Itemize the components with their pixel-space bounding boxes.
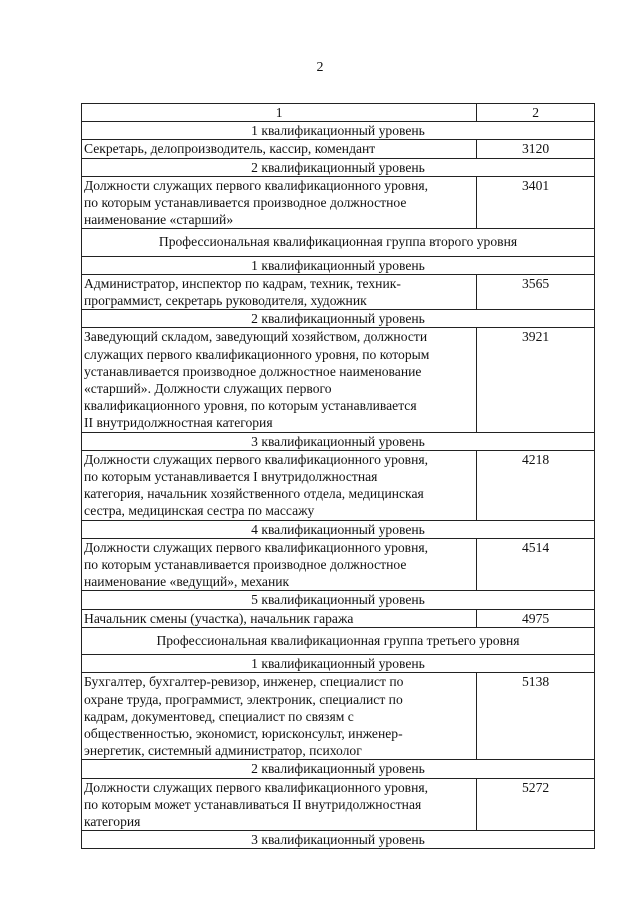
position-row	[82, 673, 595, 760]
position-row	[82, 450, 595, 520]
qualification-level-title: 5 квалификационный уровень	[82, 591, 595, 609]
position-description	[82, 176, 477, 229]
salary-value: 3120	[477, 140, 595, 158]
qualification-level-title: 2 квалификационный уровень	[82, 310, 595, 328]
qualification-group-title: Профессиональная квалификационная группа второго уровня	[82, 229, 595, 256]
position-description-line: по которым устанавливается I внутридолжностная	[84, 469, 378, 485]
salary-value: 5272	[477, 778, 595, 831]
position-description-line: охране труда, программист, электроник, специалист по	[84, 691, 403, 707]
qualification-group-row	[82, 229, 595, 256]
qualification-group-title: Профессиональная квалификационная группа третьего уровня	[82, 627, 595, 654]
position-description	[82, 778, 477, 831]
position-description-line: наименование «ведущий», механик	[84, 574, 290, 590]
position-description-line: программист, секретарь руководителя, художник	[84, 293, 367, 309]
qualification-level-row	[82, 591, 595, 609]
column-header-2: 2	[477, 104, 595, 122]
position-description-line: Администратор, инспектор по кадрам, техник, техник-	[84, 275, 401, 291]
salary-value: 4975	[477, 609, 595, 627]
position-description-line: устанавливается производное должностное наименование	[84, 363, 422, 379]
position-description-line: сестра, медицинская сестра по массажу	[84, 503, 315, 519]
position-description	[82, 538, 477, 591]
position-description	[82, 673, 477, 760]
salary-value: 3565	[477, 274, 595, 309]
qualification-level-row	[82, 760, 595, 778]
position-description-line: категория, начальник хозяйственного отдела, медицинская	[84, 486, 424, 502]
position-description-line: Начальник смены (участка), начальник гаража	[84, 610, 354, 626]
qualification-level-row	[82, 158, 595, 176]
position-description-line: Должности служащих первого квалификационного уровня,	[84, 779, 429, 795]
qualification-level-row	[82, 256, 595, 274]
qualification-level-title: 2 квалификационный уровень	[82, 158, 595, 176]
position-description-line: Заведующий складом, заведующий хозяйством, должности	[84, 329, 428, 345]
qualification-level-title: 1 квалификационный уровень	[82, 655, 595, 673]
position-row	[82, 176, 595, 229]
position-description-line: II внутридолжностная категория	[84, 415, 273, 431]
page-number: 2	[316, 60, 324, 75]
position-description-line: общественностью, экономист, юрисконсульт, инженер-	[84, 725, 403, 741]
qualification-level-title: 1 квалификационный уровень	[82, 256, 595, 274]
position-description	[82, 328, 477, 432]
qualification-level-row	[82, 122, 595, 140]
position-description-line: Должности служащих первого квалификационного уровня,	[84, 539, 429, 555]
qualification-level-row	[82, 310, 595, 328]
position-description-line: «старший». Должности служащих первого	[84, 381, 332, 397]
column-header-1: 1	[82, 104, 477, 122]
position-description-line: категория	[84, 813, 141, 829]
qualification-level-row	[82, 831, 595, 849]
position-description-line: служащих первого квалификационного уровня, по которым	[84, 346, 430, 362]
position-description-line: квалификационного уровня, по которым устанавливается	[84, 398, 417, 414]
qualification-level-title: 1 квалификационный уровень	[82, 122, 595, 140]
position-row	[82, 778, 595, 831]
qualification-level-title: 4 квалификационный уровень	[82, 520, 595, 538]
position-description-line: Должности служащих первого квалификационного уровня,	[84, 177, 429, 193]
position-description-line: по которым может устанавливаться II внутридолжностная	[84, 796, 422, 812]
position-description	[82, 140, 477, 158]
qualification-level-row	[82, 520, 595, 538]
position-description	[82, 450, 477, 520]
position-row	[82, 328, 595, 432]
position-description-line: Бухгалтер, бухгалтер-ревизор, инженер, специалист по	[84, 674, 404, 690]
table-header-row	[82, 104, 595, 122]
position-row	[82, 609, 595, 627]
position-row	[82, 140, 595, 158]
position-description-line: энергетик, системный администратор, психолог	[84, 743, 362, 759]
position-description-line: по которым устанавливается производное должностное	[84, 195, 407, 211]
position-description	[82, 609, 477, 627]
position-description-line: Должности служащих первого квалификационного уровня,	[84, 451, 429, 467]
qualification-level-title: 3 квалификационный уровень	[82, 432, 595, 450]
salary-value: 4514	[477, 538, 595, 591]
qualification-level-title: 3 квалификационный уровень	[82, 831, 595, 849]
qualification-level-title: 2 квалификационный уровень	[82, 760, 595, 778]
salary-value: 5138	[477, 673, 595, 760]
qualification-group-row	[82, 627, 595, 654]
qualification-level-row	[82, 655, 595, 673]
salary-table	[81, 103, 595, 849]
position-row	[82, 274, 595, 309]
position-description-line: Секретарь, делопроизводитель, кассир, комендант	[84, 141, 376, 157]
position-description-line: кадрам, документовед, специалист по связям с	[84, 708, 354, 724]
position-row	[82, 538, 595, 591]
position-description	[82, 274, 477, 309]
position-description-line: по которым устанавливается производное должностное	[84, 557, 407, 573]
salary-value: 3921	[477, 328, 595, 432]
salary-value: 3401	[477, 176, 595, 229]
salary-value: 4218	[477, 450, 595, 520]
qualification-level-row	[82, 432, 595, 450]
position-description-line: наименование «старший»	[84, 212, 234, 228]
